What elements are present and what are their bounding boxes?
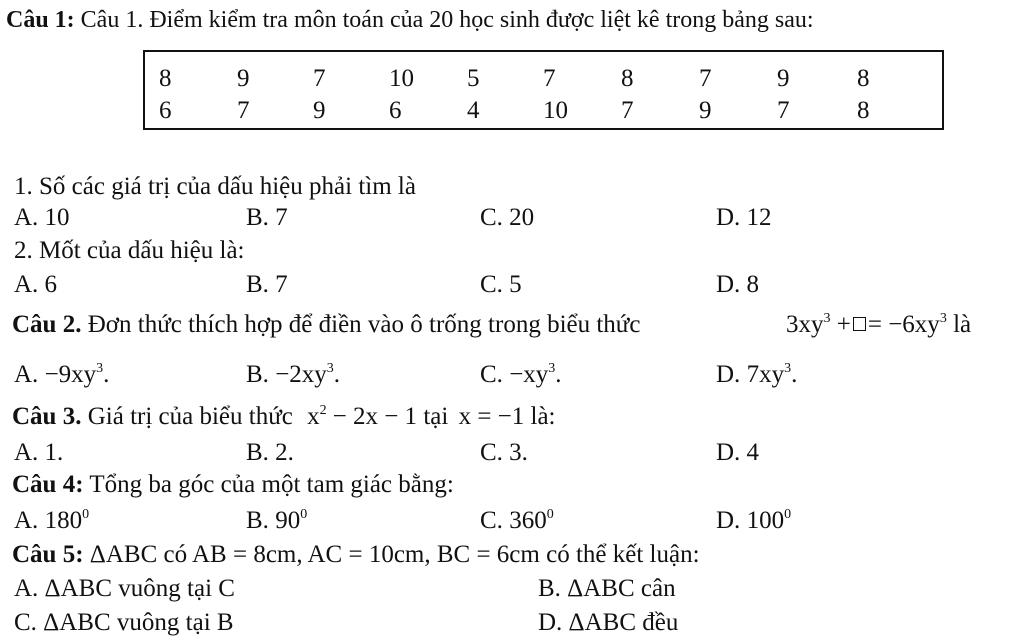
degree-exp: 0 [784,507,792,522]
question-5-option-a: A. ΔABC vuông tại C [14,575,235,602]
subquestion-2-option-b: B. 7 [246,271,288,298]
question-1-text: Câu 1. Điểm kiểm tra môn toán của 20 học sinh được liệt kê trong bảng sau: [80,7,814,33]
question-3-option-c: C. 3. [480,439,528,466]
question-2-option-c [480,362,562,387]
question-5-label: Câu 5: [12,541,84,568]
score-cell: 7 [777,97,790,124]
subquestion-2-option-c: C. 5 [480,271,522,298]
question-2-expr-exp: 3 [823,311,831,326]
blank-box-icon [853,317,866,331]
subquestion-1-option-b: B. 7 [246,204,288,231]
score-cell: 8 [159,65,172,92]
score-cell: 9 [313,97,326,124]
option-value: 180 [44,507,83,534]
score-cell: 7 [621,97,634,124]
option-value: 100 [746,507,785,534]
question-2-expression [786,312,971,337]
score-cell: 10 [543,97,568,124]
question-3-text: Giá trị của biểu thức [87,403,293,430]
question-4-option-b [246,508,307,533]
degree-exp: 0 [82,507,90,522]
question-3-option-d: D. 4 [716,439,760,466]
question-5-option-d: D. ΔABC đều [538,609,679,636]
option-letter: A. [14,507,39,534]
option-exp: 3 [326,361,334,376]
option-value: 90 [275,507,301,534]
subquestion-1-text: 1. Số các giá trị của dấu hiệu phải tìm là [14,173,416,200]
question-2-expr-right: = −6xy [867,311,940,338]
question-4-text: Tổng ba góc của một tam giác bằng: [89,471,454,498]
degree-exp: 0 [300,507,308,522]
question-3-stem [12,404,556,429]
score-cell: 6 [159,97,172,124]
score-cell: 9 [777,65,790,92]
score-cell: 7 [699,65,712,92]
score-cell: 6 [389,97,402,124]
question-3-suffix: là: [530,403,556,430]
option-base: −9xy [44,361,97,388]
question-3-expr-b: − 2x − 1 [332,403,418,430]
question-2-expr-right-exp: 3 [939,311,947,326]
score-cell: 8 [857,97,870,124]
option-letter: B. [246,507,269,534]
score-table [143,50,944,130]
option-tail: . [791,361,798,388]
score-cell: 4 [467,97,480,124]
degree-exp: 0 [546,507,554,522]
question-3-condition: x = −1 [458,403,525,430]
subquestion-1-option-a: A. 10 [14,204,70,231]
subquestion-2-option-a: A. 6 [14,271,58,298]
question-3-expr-a-exp: 2 [319,403,327,418]
option-tail: . [103,361,110,388]
question-2-expr-left: 3xy [786,311,824,338]
question-2-option-a [14,362,109,387]
question-2-expr-plus: + [836,311,851,338]
question-5-option-b: B. ΔABC cân [538,575,676,602]
option-exp: 3 [784,361,792,376]
score-cell: 8 [621,65,634,92]
subquestion-1-option-c: C. 20 [480,204,535,231]
question-3-option-a: A. 1. [14,439,64,466]
question-3-mid: tại [423,403,449,430]
subquestion-2-option-d: D. 8 [716,271,760,298]
score-cell: 7 [313,65,326,92]
question-4-label: Câu 4: [12,471,84,498]
option-letter: C. [480,361,503,388]
question-5-stem [12,542,700,567]
option-exp: 3 [548,361,556,376]
score-cell: 8 [857,65,870,92]
question-3-option-b: B. 2. [246,439,294,466]
question-5-text: ΔABC có AB = 8cm, AC = 10cm, BC = 6cm có thể kết luận: [89,541,700,568]
score-cell: 7 [543,65,556,92]
score-cell: 9 [699,97,712,124]
score-cell: 5 [467,65,480,92]
question-5-option-c: C. ΔABC vuông tại B [14,609,234,636]
question-2-option-b [246,362,340,387]
option-value: 360 [509,507,547,534]
question-2-option-d [716,362,797,387]
question-3-label: Câu 3. [12,403,82,430]
option-letter: D. [716,507,741,534]
option-letter: D. [716,361,741,388]
option-letter: C. [480,507,503,534]
option-letter: A. [14,361,39,388]
question-1-header [6,8,814,32]
option-base: −2xy [275,361,327,388]
subquestion-1-option-d: D. 12 [716,204,772,231]
option-exp: 3 [96,361,104,376]
option-letter: B. [246,361,269,388]
option-base: −xy [509,361,549,388]
question-4-option-a [14,508,89,533]
question-4-option-d [716,508,791,533]
question-4-option-c [480,508,554,533]
option-tail: . [333,361,341,388]
question-1-label: Câu 1: [6,7,75,33]
score-cell: 9 [237,65,250,92]
question-2-label: Câu 2. [12,311,82,338]
question-4-stem [12,472,454,497]
subquestion-2-text: 2. Mốt của dấu hiệu là: [14,237,245,264]
option-tail: . [555,361,562,388]
question-3-expr-a: x [307,403,320,430]
question-2-text: Đơn thức thích hợp để điền vào ô trống trong biểu thức [87,311,641,338]
question-2-stem [12,312,640,337]
question-2-suffix: là [953,311,972,338]
score-cell: 10 [389,65,414,92]
score-cell: 7 [237,97,250,124]
option-base: 7xy [746,361,785,388]
